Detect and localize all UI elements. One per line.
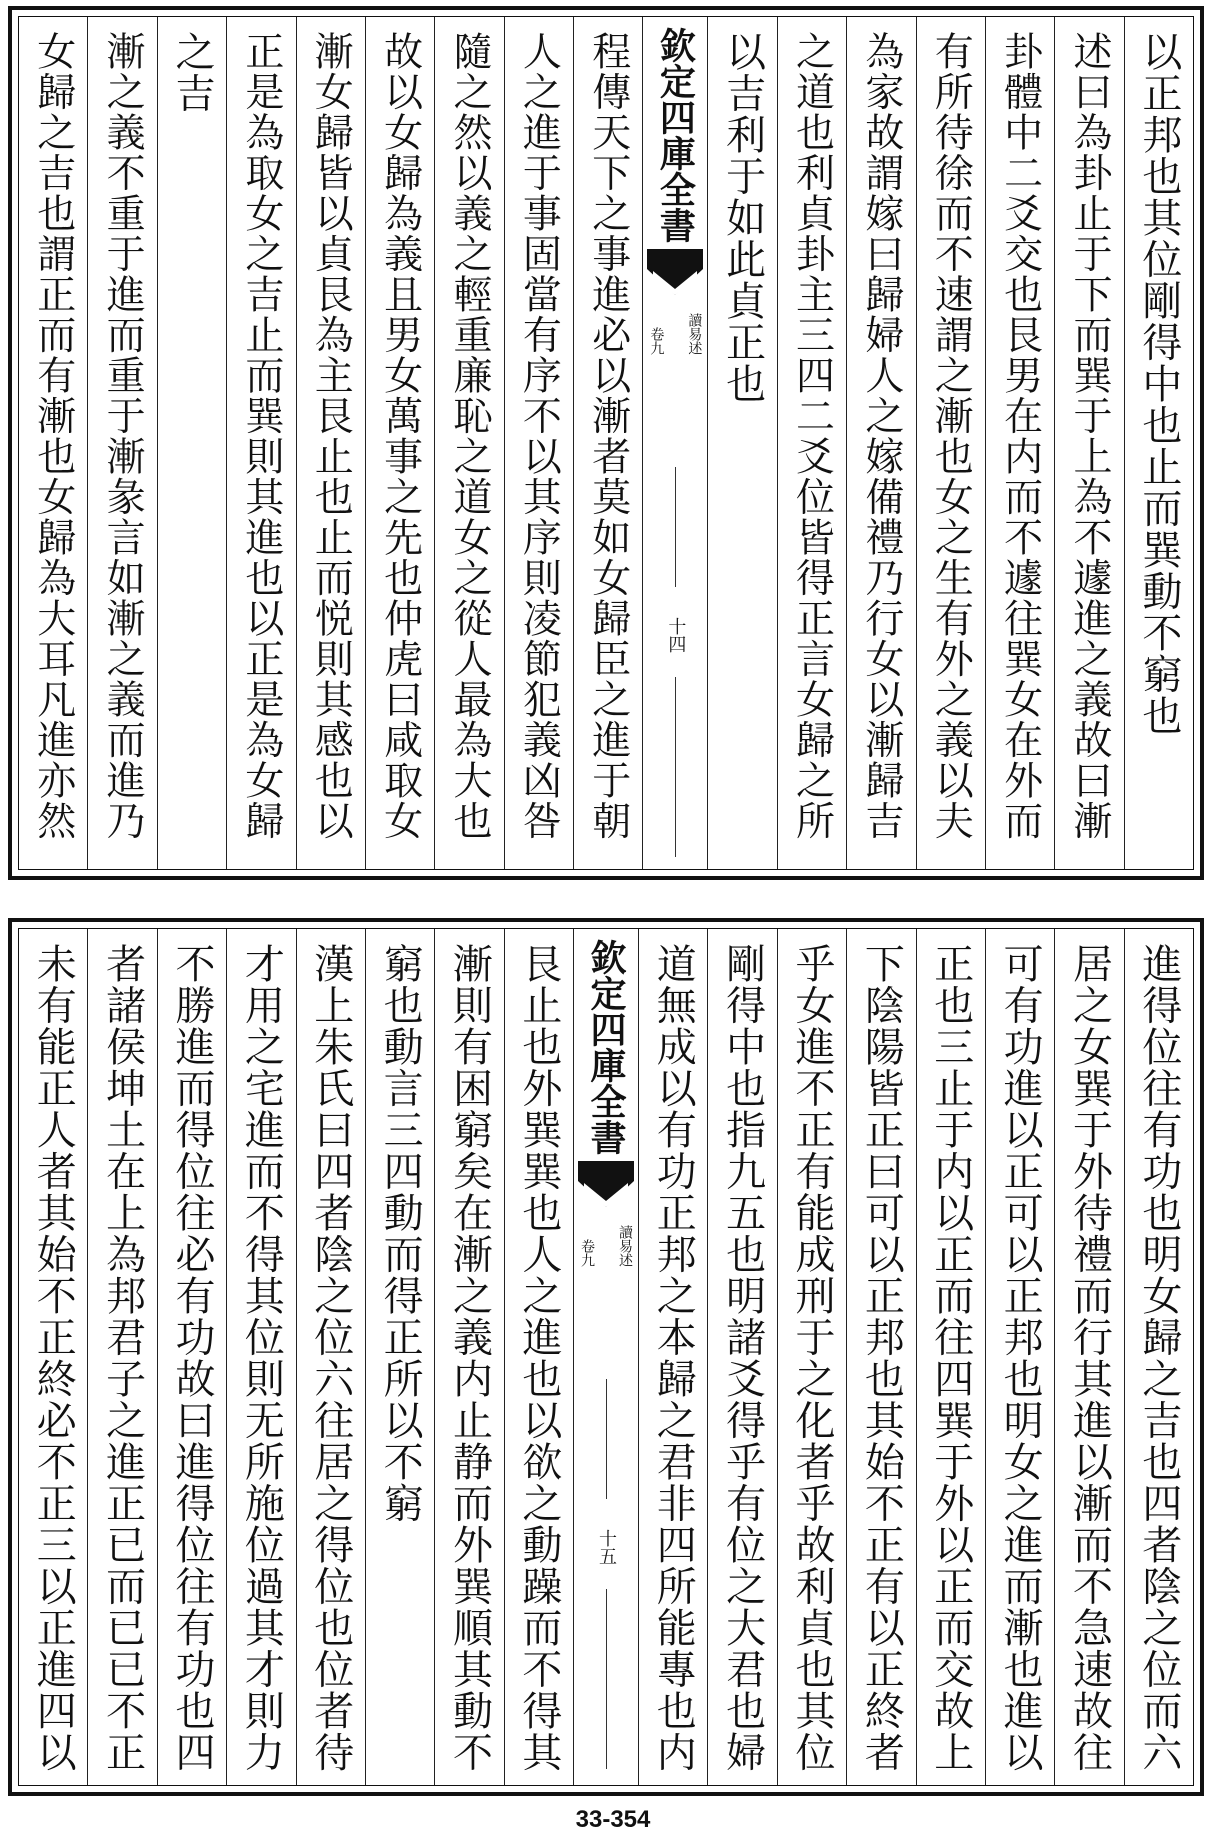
column-text: 居之女巽于外待禮而行其進以漸而不急速故往 (1066, 943, 1113, 1773)
column-text: 漸則有困窮矣在漸之義内止静而外巽順其動不 (446, 943, 493, 1773)
text-column (777, 929, 846, 1785)
volume-label: 卷九 (579, 1239, 595, 1267)
column-text: 漸女歸皆以貞艮為主艮止也止而悦則其感也以 (308, 31, 354, 841)
text-column (985, 17, 1054, 869)
column-text: 隨之然以義之輕重廉恥之道女之從人最為大也 (446, 31, 492, 841)
text-column (1054, 17, 1123, 869)
column-text: 之吉 (168, 31, 215, 114)
center-fold-column (573, 929, 638, 1785)
fold-rule (606, 1589, 607, 1769)
text-column (916, 17, 985, 869)
column-text: 為家故謂嫁曰歸婦人之嫁備禮乃行女以漸歸吉 (858, 31, 904, 841)
column-text: 以正邦也其位剛得中也止而巽動不窮也 (1135, 31, 1182, 737)
column-text: 可有功進以正可以正邦也明女之進而漸也進以 (997, 943, 1044, 1773)
text-column (985, 929, 1054, 1785)
column-text: 人之進于事固當有序不以其序則凌節犯義凶咎 (516, 31, 562, 841)
column-text: 正也三止于内以正而往四巽于外以正而交故上 (927, 943, 974, 1773)
column-text: 之道也利貞卦主三四二爻位皆得正言女歸之所 (789, 31, 835, 841)
text-column (157, 929, 226, 1785)
column-text: 艮止也外巽巽也人之進也以欲之動躁而不得其 (515, 943, 562, 1773)
text-column (87, 17, 156, 869)
text-column (504, 17, 573, 869)
column-text: 者諸侯坤土在上為邦君子之進正已而已已不正 (99, 943, 146, 1773)
fold-rule (675, 677, 676, 857)
book-subtitle: 讀易述 (617, 1225, 633, 1267)
text-column (504, 929, 573, 1785)
text-column (87, 929, 156, 1785)
column-text: 故以女歸為義且男女萬事之先也仲虎曰咸取女 (377, 31, 423, 841)
column-text: 不勝進而得位往必有功故曰進得位往有功也四 (168, 943, 215, 1773)
column-text: 女歸之吉也謂正而有漸也女歸為大耳凡進亦然 (30, 31, 76, 841)
column-text: 以吉利于如此貞正也 (719, 31, 766, 405)
fold-rule (675, 467, 676, 587)
text-column (777, 17, 846, 869)
column-text: 正是為取女之吉止而巽則其進也以正是為女歸 (238, 31, 284, 841)
text-column (846, 17, 915, 869)
center-fold-column (642, 17, 707, 869)
column-text: 述曰為卦止于下而巽于上為不遽進之義故曰漸 (1066, 31, 1112, 841)
column-text: 下陰陽皆正曰可以正邦也其始不正有以正終者 (858, 943, 905, 1773)
text-column (434, 17, 503, 869)
column-text: 漢上朱氏曰四者陰之位六往居之得位也位者待 (307, 943, 354, 1773)
column-text: 有所待徐而不速謂之漸也女之生有外之義以夫 (928, 31, 974, 841)
text-column (707, 17, 776, 869)
bottom-text-columns (18, 928, 1194, 1786)
text-column (19, 929, 87, 1785)
text-column (1054, 929, 1123, 1785)
folio-number: 十五 (596, 1529, 617, 1565)
column-text: 漸之義不重于進而重于漸彖言如漸之義而進乃 (100, 31, 146, 841)
text-column (296, 17, 365, 869)
book-subtitle: 讀易述 (686, 313, 703, 355)
column-text: 窮也動言三四動而得正所以不窮 (377, 943, 424, 1524)
book-title: 欽定四庫全書 (585, 939, 627, 1155)
page-number: 33-354 (575, 1806, 651, 1833)
text-column (846, 929, 915, 1785)
fishtail-ornament-icon (647, 249, 703, 295)
column-text: 程傳天下之事進必以漸者莫如女歸臣之進于朝 (585, 31, 631, 841)
bottom-page-panel (8, 918, 1204, 1796)
text-column (573, 17, 642, 869)
text-column (638, 929, 707, 1785)
text-column (157, 17, 226, 869)
text-column (707, 929, 776, 1785)
column-text: 乎女進不正有能成刑于之化者乎故利貞也其位 (788, 943, 835, 1773)
top-page-panel (8, 6, 1204, 880)
fishtail-ornament-icon (578, 1161, 634, 1207)
column-text: 未有能正人者其始不正終必不正三以正進四以 (30, 943, 77, 1773)
text-column (226, 929, 295, 1785)
column-text: 進得位往有功也明女歸之吉也四者陰之位而六 (1135, 943, 1182, 1773)
text-column (19, 17, 87, 869)
top-text-columns (18, 16, 1194, 870)
volume-label: 卷九 (648, 327, 665, 355)
column-text: 道無成以有功正邦之本歸之君非四所能專也内 (650, 943, 697, 1773)
folio-number: 十四 (665, 617, 687, 653)
fold-rule (606, 1379, 607, 1499)
column-text: 才用之宅進而不得其位則无所施位過其才則力 (238, 943, 285, 1773)
text-column (1124, 17, 1193, 869)
text-column (1124, 929, 1193, 1785)
text-column (226, 17, 295, 869)
book-title: 欽定四庫全書 (654, 27, 697, 243)
column-text: 剛得中也指九五也明諸爻得乎有位之大君也婦 (719, 943, 766, 1773)
column-text: 卦體中二爻交也艮男在内而不遽往巽女在外而 (997, 31, 1043, 841)
text-column (296, 929, 365, 1785)
text-column (365, 17, 434, 869)
text-column (434, 929, 503, 1785)
text-column (365, 929, 434, 1785)
text-column (916, 929, 985, 1785)
